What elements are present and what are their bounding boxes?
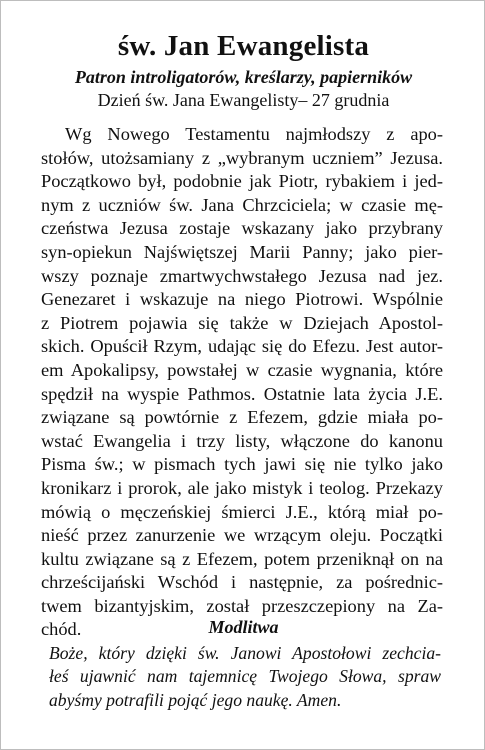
prayer-heading: Modlitwa: [208, 617, 279, 637]
body-line: kultu związane są z Efezem, potem przeniknął on na: [41, 548, 443, 569]
body-line: kronikarz i prorok, ale jako mistyk i teolog. Przekazy: [41, 477, 443, 498]
feast-day: Dzień św. Jana Ewangelisty– 27 grudnia: [97, 90, 390, 110]
body-line: em Apokalipsy, powstałej w czasie wygnania, które: [41, 359, 443, 380]
prayer-line: Boże, który dzięki św. Janowi Apostołowi zechcia-: [49, 643, 441, 663]
body-line: z Piotrem pojawia się także w Dziejach Apostol-: [41, 312, 443, 333]
body-line: chód.: [41, 619, 82, 640]
body-line: chrześcijański Wschód i następnie, za pośrednic-: [41, 572, 443, 593]
body-line: twem bizantyjskim, został przeszczepiony na Za-: [41, 595, 443, 616]
biography-text: [41, 123, 443, 642]
prayer-line: łeś ujawnić nam tajemnicę Twojego Słowa, spraw: [49, 666, 441, 687]
patronage-subtitle: Patron introligatorów, kreślarzy, papierników: [74, 67, 413, 87]
body-line: Wg Nowego Testamentu najmłodszy z apo-: [65, 124, 443, 144]
body-line: czeństwa Jezusa zostaje wskazany jako przybrany: [41, 218, 443, 239]
body-line: skich. Opuścił Rzym, udając się do Efezu. Jest autor-: [41, 336, 443, 357]
body-line: Początkowo był, podobnie jak Piotr, rybakiem i jed-: [41, 171, 443, 192]
prayer-line: abyśmy potrafili pojąć jego naukę. Amen.: [49, 689, 342, 710]
body-line: nym z uczniów św. Jana Chrzciciela; w czasie mę-: [41, 194, 443, 215]
body-line: stołów, utożsamiany z „wybranym uczniem” Jezusa.: [41, 147, 443, 168]
body-line: mówią o męczeńskiej śmierci J.E., którą miał po-: [41, 501, 443, 522]
prayer-text: [49, 642, 441, 712]
body-line: syn-opiekun Najświętszej Marii Panny; jako pier-: [41, 241, 443, 262]
body-line: Pisma św.; w pismach tych jawi się nie tylko jako: [41, 454, 443, 475]
page-title: św. Jan Ewangelista: [117, 30, 370, 62]
body-line: Genezaret i wskazuje na niego Piotrowi. Wspólnie: [41, 289, 443, 310]
body-line: spędził na wyspie Pathmos. Ostatnie lata życia J.E.: [41, 383, 443, 404]
body-line: wstać Ewangelia i trzy listy, włączone do kanonu: [41, 430, 443, 451]
body-line: nieść przez zanurzenie we wrzącym oleju. Początki: [41, 525, 443, 546]
body-line: związane są powtórnie z Efezem, gdzie miała po-: [41, 407, 443, 428]
body-line: wszy poznaje zmartwychwstałego Jezusa nad jez.: [41, 265, 443, 286]
